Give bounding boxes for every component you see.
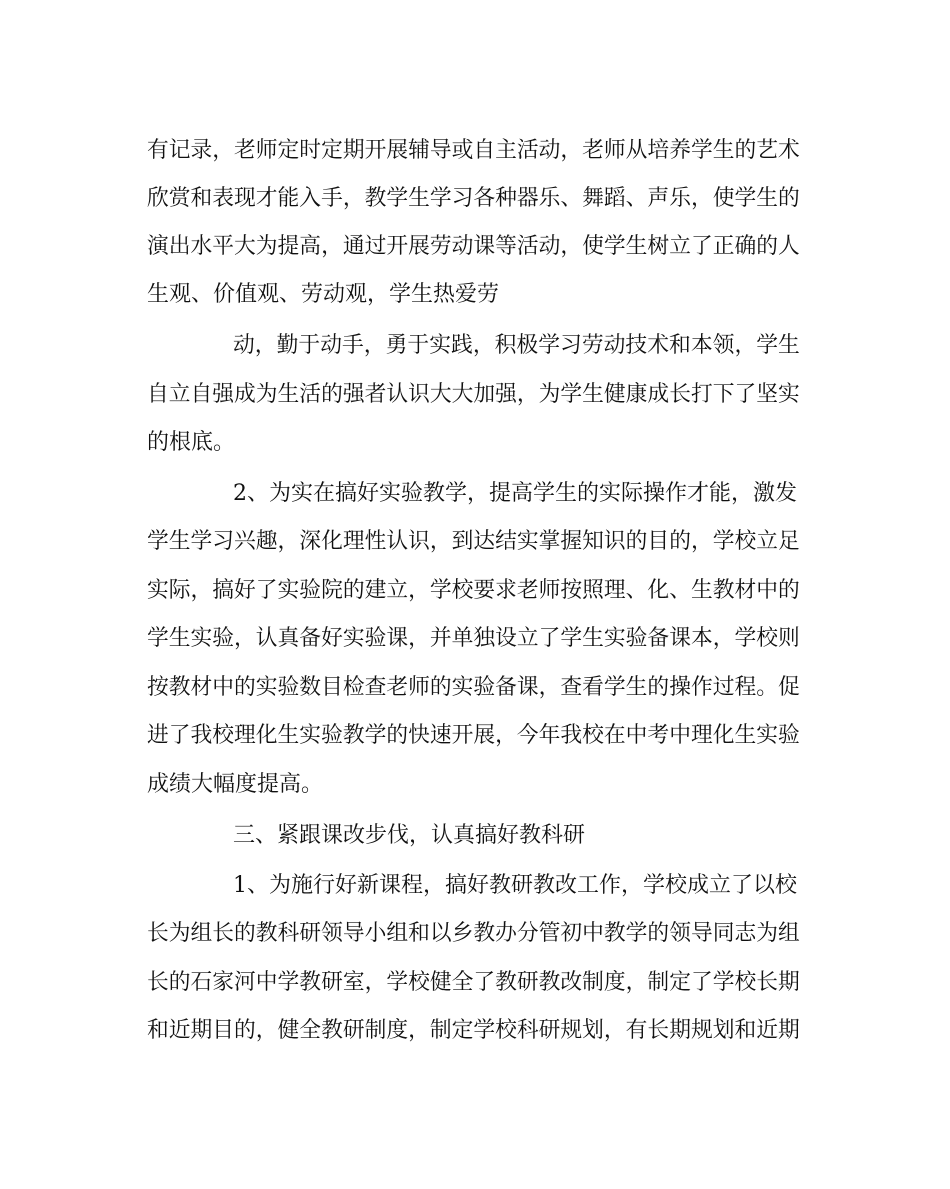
text-line: 1、为施行好新课程，搞好教研教改工作，学校成立了以校 <box>233 873 797 898</box>
text-line: 演出水平大为提高，通过开展劳动课等活动，使学生树立了正确的人 <box>147 234 800 259</box>
text-line: 欣赏和表现才能入手，教学生学习各种器乐、舞蹈、声乐，使学生的 <box>147 186 800 211</box>
text-line: 成绩大幅度提高。 <box>147 772 324 797</box>
text-line: 长为组长的教科研领导小组和以乡教办分管初中教学的领导同志为组 <box>147 921 800 946</box>
text-line: 生观、价值观、劳动观，学生热爱劳 <box>147 282 500 307</box>
text-line: 动，勤于动手，勇于实践，积极学习劳动技术和本领，学生 <box>233 333 800 358</box>
text-line: 学生学习兴趣，深化理性认识，到达结实掌握知识的目的，学校立足 <box>147 529 800 554</box>
section-heading: 三、紧跟课改步伐，认真搞好教科研 <box>233 823 586 848</box>
text-line: 自立自强成为生活的强者认识大大加强，为学生健康成长打下了坚实 <box>147 382 800 407</box>
text-line: 进了我校理化生实验教学的快速开展，今年我校在中考中理化生实验 <box>147 723 800 748</box>
text-line: 按教材中的实验数目检查老师的实验备课，查看学生的操作过程。促 <box>147 675 800 700</box>
text-line: 有记录，老师定时定期开展辅导或自主活动，老师从培养学生的艺术 <box>147 138 800 163</box>
text-line: 2、为实在搞好实验教学，提高学生的实际操作才能，激发 <box>233 481 797 506</box>
text-line: 长的石家河中学教研室，学校健全了教研教改制度，制定了学校长期 <box>147 970 800 995</box>
text-line: 的根底。 <box>147 430 236 455</box>
text-line: 和近期目的，健全教研制度，制定学校科研规划，有长期规划和近期 <box>147 1018 800 1043</box>
text-line: 学生实验，认真备好实验课，并单独设立了学生实验备课本，学校则 <box>147 626 800 651</box>
text-line: 实际，搞好了实验院的建立，学校要求老师按照理、化、生教材中的 <box>147 578 800 603</box>
